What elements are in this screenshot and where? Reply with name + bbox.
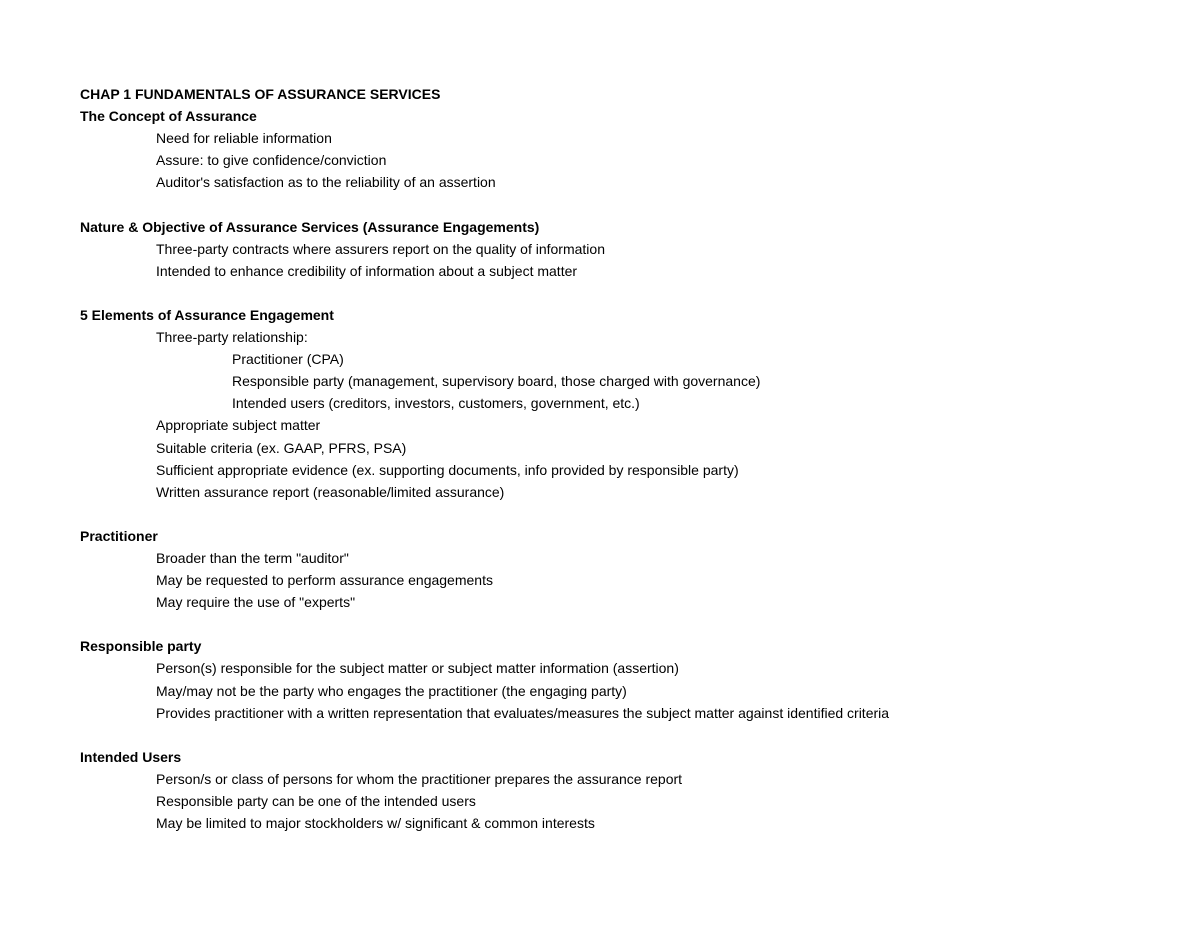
section-heading-responsible-party: Responsible party	[80, 638, 202, 655]
list-item: Need for reliable information	[156, 130, 332, 147]
list-item: Broader than the term "auditor"	[156, 549, 349, 566]
sub-list-item: Responsible party (management, supervisory board, those charged with governance)	[232, 373, 761, 390]
list-item: Auditor's satisfaction as to the reliability of an assertion	[156, 174, 496, 191]
list-item: Appropriate subject matter	[156, 417, 321, 434]
document-title: CHAP 1 FUNDAMENTALS OF ASSURANCE SERVICES	[80, 86, 441, 102]
list-item: Intended to enhance credibility of information about a subject matter	[156, 262, 578, 279]
list-item: May be requested to perform assurance engagements	[156, 572, 493, 589]
list-item: Suitable criteria (ex. GAAP, PFRS, PSA)	[156, 439, 407, 456]
section-heading-intended-users: Intended Users	[80, 748, 182, 765]
blank-line	[80, 724, 1180, 746]
list-item: Written assurance report (reasonable/limited assurance)	[156, 483, 505, 500]
blank-line	[80, 282, 1180, 304]
blank-line	[80, 193, 1180, 215]
list-item: Three-party relationship:	[156, 329, 308, 346]
list-item: Person(s) responsible for the subject matter or subject matter information (assertion)	[156, 660, 679, 677]
list-item: Person/s or class of persons for whom the practitioner prepares the assurance report	[156, 770, 683, 787]
list-item: Three-party contracts where assurers report on the quality of information	[156, 240, 605, 257]
list-item: May require the use of "experts"	[156, 594, 356, 611]
list-item: Assure: to give confidence/conviction	[156, 152, 387, 169]
section-heading-nature-objective: Nature & Objective of Assurance Services (Assurance Engagements)	[80, 218, 540, 235]
list-item: May be limited to major stockholders w/ significant & common interests	[156, 815, 595, 832]
list-item: Responsible party can be one of the intended users	[156, 793, 476, 809]
section-heading-practitioner: Practitioner	[80, 527, 158, 544]
blank-line	[80, 613, 1180, 635]
list-item: Provides practitioner with a written representation that evaluates/measures the subject matter against identified criteria	[156, 704, 890, 721]
sub-list-item: Intended users (creditors, investors, customers, government, etc.)	[232, 395, 640, 412]
blank-line	[80, 503, 1180, 525]
section-heading-five-elements: 5 Elements of Assurance Engagement	[80, 306, 334, 323]
sub-list-item: Practitioner (CPA)	[232, 351, 344, 368]
list-item: Sufficient appropriate evidence (ex. supporting documents, info provided by responsible party)	[156, 461, 739, 478]
document-body	[80, 83, 1180, 834]
list-item: May/may not be the party who engages the practitioner (the engaging party)	[156, 682, 627, 699]
section-heading-concept-of-assurance: The Concept of Assurance	[80, 108, 257, 125]
